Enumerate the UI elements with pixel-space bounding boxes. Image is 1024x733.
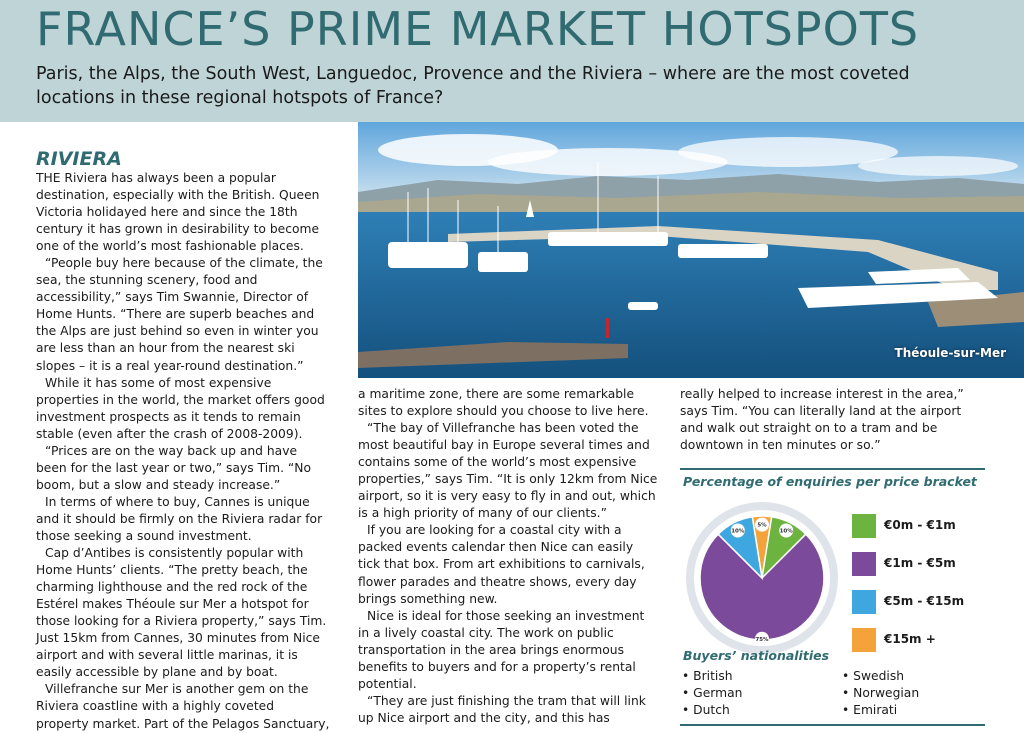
pie-data-label: 5%	[757, 522, 767, 529]
list-item: • German	[682, 685, 742, 702]
nationalities-list-right	[842, 668, 919, 719]
legend-label: €1m - €5m	[884, 556, 956, 570]
legend-label: €15m +	[884, 632, 936, 646]
nationalities-heading: Buyers’ nationalities	[683, 648, 830, 663]
paragraph: “People buy here because of the climate, the sea, the stunning scenery, food and accessibility,” says Tim Swannie, Director of Home Hunts. “There are superb beaches and the Alps are just behind so even in winter you are less than an hour from the nearest ski slopes – it is a real year-round destination.”	[36, 256, 323, 373]
article-column-1	[36, 170, 330, 733]
photo-caption: Théoule-sur-Mer	[894, 346, 1006, 360]
list-item: • Swedish	[842, 668, 919, 685]
article-column-2	[358, 386, 658, 727]
harbour-photo	[358, 122, 1024, 378]
paragraph: “The bay of Villefranche has been voted the most beautiful bay in Europe several times and contains some of the world’s most expensive properties,” says Tim. “It is only 12km from Nice airport, so it is very easy to fly in and out, which is a high priority of many of our clients.”	[358, 421, 658, 521]
nationalities-list-left	[682, 668, 742, 719]
paragraph: While it has some of most expensive properties in the world, the market offers good investment prospects as it tends to remain stable (even after the crash of 2008-2009).	[36, 375, 325, 441]
paragraph: a maritime zone, there are some remarkable sites to explore should you choose to live here.	[358, 387, 649, 419]
legend-swatch	[852, 590, 876, 614]
pie-chart	[684, 500, 840, 656]
list-item: • Norwegian	[842, 685, 919, 702]
legend-label: €0m - €1m	[884, 518, 956, 532]
paragraph: “They are just finishing the tram that will link up Nice airport and the city, and this has	[358, 693, 646, 725]
enquiries-chart-box	[680, 468, 985, 726]
paragraph: “Prices are on the way back up and have been for the last year or two,” says Tim. “No boom, but a slow and steady increase.”	[36, 443, 312, 492]
legend-item	[852, 588, 982, 620]
legend-swatch	[852, 552, 876, 576]
pie-svg	[684, 500, 840, 656]
paragraph: If you are looking for a coastal city with a packed events calendar then Nice can easily tick that box. From art exhibitions to carnivals, flower parades and theatre shows, every day brings something new.	[358, 523, 645, 606]
legend-swatch	[852, 628, 876, 652]
list-item: • Dutch	[682, 702, 742, 719]
paragraph: Cap d’Antibes is consistently popular with Home Hunts’ clients. “The pretty beach, the charming lighthouse and the red rock of the Estérel makes Théoule sur Mer a hotspot for those looking for a Riviera property,” says Tim. Just 15km from Cannes, 30 minutes from Nice airport and with several little marinas, it is easily accessible by plane and by boat.	[36, 546, 327, 680]
page-subtitle: Paris, the Alps, the South West, Languedoc, Provence and the Riviera – where are the most coveted locations in these regional hotspots of France?	[36, 64, 910, 108]
chart-title: Percentage of enquiries per price bracket	[683, 474, 977, 489]
paragraph: Villefranche sur Mer is another gem on the Riviera coastline with a highly coveted property market. Part of the Pelagos Sanctuary,	[36, 682, 330, 731]
paragraph: In terms of where to buy, Cannes is unique and it should be firmly on the Riviera radar for those seeking a sound investment.	[36, 494, 323, 543]
legend-item	[852, 550, 982, 582]
paragraph: Nice is ideal for those seeking an investment in a lively coastal city. The work on public transportation in the area brings enormous benefits to buyers and for a property’s rental potential.	[358, 608, 645, 691]
legend-swatch	[852, 514, 876, 538]
pie-data-label: 10%	[779, 528, 793, 535]
list-item: • British	[682, 668, 742, 685]
legend-item	[852, 512, 982, 544]
section-heading: RIVIERA	[36, 148, 122, 170]
chart-legend	[852, 512, 982, 664]
paragraph: really helped to increase interest in the area,” says Tim. “You can literally land at the airport and walk out straight on to a tram and be downtown in ten minutes or so.”	[680, 387, 964, 453]
legend-label: €5m - €15m	[884, 594, 965, 608]
article-column-3	[680, 386, 980, 454]
page-title: FRANCE’S PRIME MARKET HOTSPOTS	[36, 2, 920, 56]
list-item: • Emirati	[842, 702, 919, 719]
legend-item	[852, 626, 982, 658]
header-band	[0, 0, 1024, 122]
pie-data-label: 10%	[731, 528, 745, 535]
paragraph: THE Riviera has always been a popular destination, especially with the British. Queen Victoria holidayed here and since the 18th century it has grown in desirability to become one of the world’s most fashionable places.	[36, 171, 320, 254]
pie-data-label: 75%	[755, 636, 769, 643]
harbour-illustration	[358, 122, 1024, 378]
